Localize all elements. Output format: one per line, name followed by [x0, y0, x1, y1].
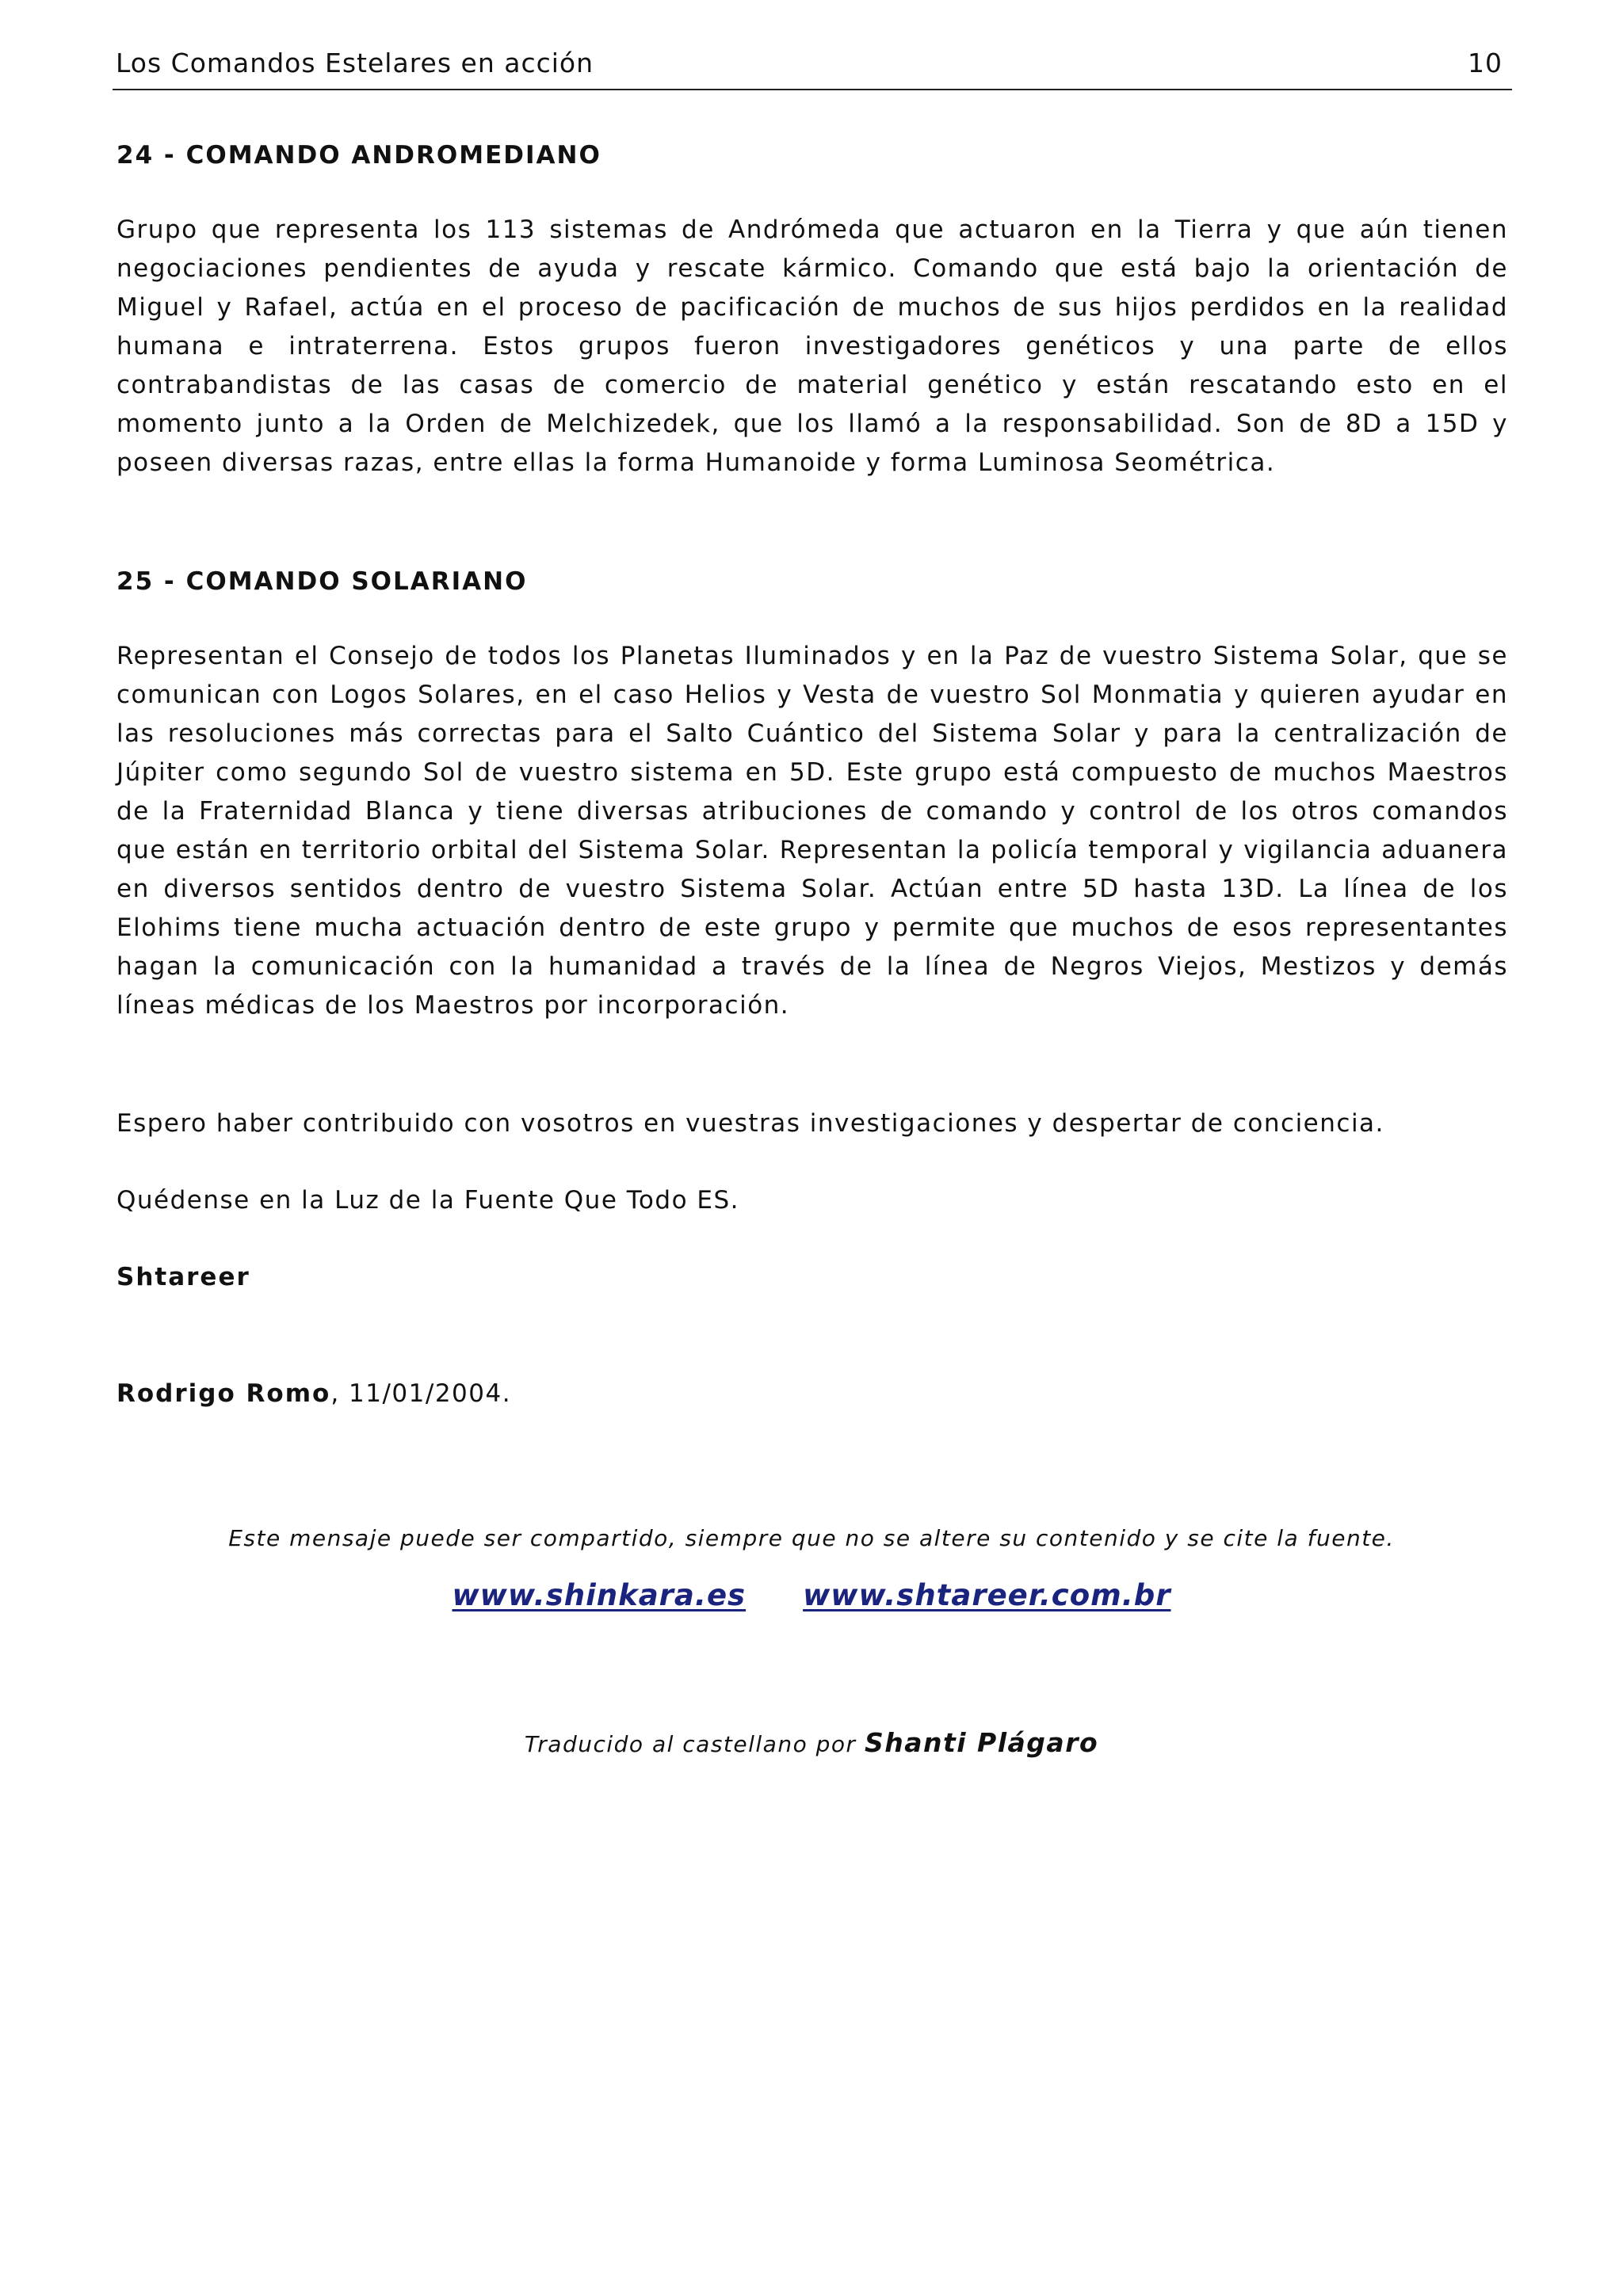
section-body-solariano: Representan el Consejo de todos los Planetas Iluminados y en la Paz de vuestro Sistema Solar, que se comunican con Logos Solares, en el caso Helios y Vesta de vuestro Sol Monmatia y quieren ayudar en las resoluciones más correctas para el Salto Cuántico del Sistema Solar y para la centralización de Júpiter como segundo Sol de vuestro sistema en 5D. Este grupo está compuesto de muchos Maestros de la Fraternidad Blanca y tiene diversas atribuciones de comando y control de los otros comandos que están en territorio orbital del Sistema Solar. Representan la policía temporal y vigilancia aduanera en diversos sentidos dentro de vuestro Sistema Solar. Actúan entre 5D hasta 13D. La línea de los Elohims tiene mucha actuación dentro de este grupo y permite que muchos de esos representantes hagan la comunicación con la humanidad a través de la línea de Negros Viejos, Mestizos y demás líneas médicas de los Maestros por incorporación.: [116, 642, 1508, 1020]
translator-credit: [0, 1727, 1623, 1758]
author-line: [116, 1375, 1508, 1413]
translator-prefix: Traducido al castellano por: [524, 1731, 865, 1757]
sharing-notice: Este mensaje puede ser compartido, siempre que no se altere su contenido y se cite la fuente.: [228, 1525, 1395, 1551]
website-links: [0, 1578, 1623, 1612]
section-body-andromediano: Grupo que representa los 113 sistemas de Andrómeda que actuaron en la Tierra y que aún tienen negociaciones pendientes de ayuda y rescate kármico. Comando que está bajo la orientación de Miguel y Rafael, actúa en el proceso de pacificación de muchos de sus hijos perdidos en la realidad humana e intraterrena. Estos grupos fueron investigadores genéticos y una parte de ellos contrabandistas de las casas de comercio de material genético y están rescatando esto en el momento junto a la Orden de Melchizedek, que los llamó a la responsabilidad. Son de 8D a 15D y poseen diversas razas, entre ellas la forma Humanoide y forma Luminosa Seométrica.: [116, 215, 1508, 477]
page-content: [116, 136, 1508, 1413]
page-number: 10: [1468, 48, 1503, 78]
link-shinkara[interactable]: www.shinkara.es: [452, 1578, 747, 1612]
translator-name: Shanti Plágaro: [864, 1727, 1099, 1758]
closing-blessing: Quédense en la Luz de la Fuente Que Todo ES.: [116, 1186, 740, 1215]
section-heading-andromediano: 24 - COMANDO ANDROMEDIANO: [116, 141, 601, 170]
author-date: , 11/01/2004.: [330, 1379, 512, 1408]
author-name: Rodrigo Romo: [116, 1379, 331, 1408]
section-heading-solariano: 25 - COMANDO SOLARIANO: [116, 567, 528, 596]
page-header: [113, 44, 1512, 90]
link-shtareer[interactable]: www.shtareer.com.br: [803, 1578, 1171, 1612]
closing-message: Espero haber contribuido con vosotros en vuestras investigaciones y despertar de conciencia.: [116, 1109, 1384, 1138]
document-title: Los Comandos Estelares en acción: [116, 48, 594, 78]
signature: Shtareer: [116, 1263, 250, 1291]
